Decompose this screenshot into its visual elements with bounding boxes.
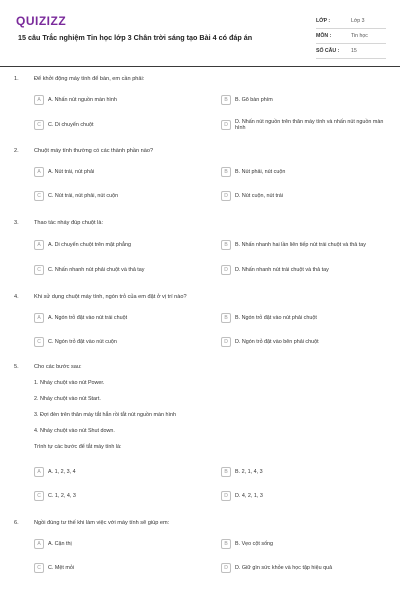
answer-options bbox=[34, 88, 386, 138]
question-number: 2. bbox=[14, 148, 19, 154]
option-b[interactable] bbox=[221, 532, 386, 556]
option-text: A. Di chuyển chuột trên mặt phẳng bbox=[48, 242, 132, 248]
step-prompt: Trình tự các bước để tắt máy tính là: bbox=[34, 444, 122, 450]
option-text: D. Nhấn nhanh nút trái chuột và thả tay bbox=[235, 267, 329, 273]
question-3 bbox=[14, 220, 386, 294]
option-letter-box: A bbox=[34, 313, 44, 323]
meta-value: 15 bbox=[351, 48, 357, 54]
option-letter-box: D bbox=[221, 191, 231, 201]
option-letter-box: D bbox=[221, 563, 231, 573]
option-b[interactable] bbox=[221, 460, 386, 484]
option-text: A. Ngón trỏ đặt vào nút trái chuột bbox=[48, 315, 128, 321]
option-text: C. Ngón trỏ đặt vào nút cuộn bbox=[48, 339, 117, 345]
quizizz-logo: QUIZIZZ bbox=[16, 14, 67, 28]
option-letter-box: B bbox=[221, 240, 231, 250]
question-number: 6. bbox=[14, 520, 19, 526]
option-b[interactable] bbox=[221, 232, 386, 258]
worksheet-title: 15 câu Trắc nghiệm Tin học lớp 3 Chân trời sáng tạo Bài 4 có đáp án bbox=[18, 33, 253, 42]
option-text: B. Nút phải, nút cuộn bbox=[235, 169, 286, 175]
question-text: Khi sử dụng chuột máy tính, ngón trỏ của em đặt ở vị trí nào? bbox=[34, 294, 187, 300]
option-letter-box: D bbox=[221, 491, 231, 501]
meta-row-class bbox=[316, 14, 386, 29]
question-header bbox=[14, 76, 386, 88]
step-text: 2. Nháy chuột vào nút Start. bbox=[34, 396, 101, 402]
option-a[interactable] bbox=[34, 460, 199, 484]
option-text: B. Nhấn nhanh hai lần liên tiếp nút trái chuột và thả tay bbox=[235, 242, 366, 248]
meta-key: LỚP : bbox=[316, 18, 331, 24]
option-letter-box: A bbox=[34, 167, 44, 177]
option-text: C. Mệt mỏi bbox=[48, 565, 75, 571]
option-text: B. Gõ bàn phím bbox=[235, 97, 273, 103]
question-header bbox=[14, 220, 386, 232]
option-d[interactable] bbox=[221, 330, 386, 354]
option-text: D. Giữ gìn sức khỏe và học tập hiệu quả bbox=[235, 565, 333, 571]
option-text: C. Nút trái, nút phải, nút cuộn bbox=[48, 193, 119, 199]
answer-options bbox=[34, 232, 386, 282]
option-d[interactable] bbox=[221, 112, 386, 138]
question-number: 5. bbox=[14, 364, 19, 370]
question-header bbox=[14, 520, 386, 532]
option-text: A. Nhấn nút nguồn màn hình bbox=[48, 97, 117, 103]
option-d[interactable] bbox=[221, 184, 386, 208]
option-letter-box: D bbox=[221, 120, 231, 130]
answer-options bbox=[34, 160, 386, 208]
meta-value: Lớp 3 bbox=[351, 18, 365, 24]
question-text: Cho các bước sau: bbox=[34, 364, 82, 370]
option-text: C. Nhấn nhanh nút phải chuột và thả tay bbox=[48, 267, 145, 273]
option-a[interactable] bbox=[34, 160, 199, 184]
answer-options bbox=[34, 532, 386, 580]
option-text: C. Di chuyển chuột bbox=[48, 122, 94, 128]
question-text: Chuột máy tính thường có các thành phần nào? bbox=[34, 148, 154, 154]
option-letter-box: D bbox=[221, 337, 231, 347]
option-letter-box: B bbox=[221, 539, 231, 549]
option-letter-box: A bbox=[34, 467, 44, 477]
option-text: B. Vẹo cột sống bbox=[235, 541, 274, 547]
worksheet-header bbox=[14, 12, 386, 62]
option-text: A. 1, 2, 3, 4 bbox=[48, 469, 76, 475]
option-a[interactable] bbox=[34, 532, 199, 556]
option-b[interactable] bbox=[221, 160, 386, 184]
option-text: D. 4, 2, 1, 3 bbox=[235, 493, 263, 499]
question-number: 3. bbox=[14, 220, 19, 226]
option-b[interactable] bbox=[221, 88, 386, 112]
question-list bbox=[14, 76, 386, 584]
question-text: Ngồi đúng tư thế khi làm việc với máy tính sẽ giúp em: bbox=[34, 520, 170, 526]
option-letter-box: A bbox=[34, 539, 44, 549]
option-a[interactable] bbox=[34, 88, 199, 112]
option-d[interactable] bbox=[221, 556, 386, 580]
meta-key: MÔN : bbox=[316, 33, 332, 39]
option-letter-box: D bbox=[221, 265, 231, 275]
question-number: 1. bbox=[14, 76, 19, 82]
header-divider bbox=[0, 66, 400, 67]
question-header bbox=[14, 148, 386, 160]
option-letter-box: C bbox=[34, 265, 44, 275]
option-letter-box: A bbox=[34, 240, 44, 250]
question-4 bbox=[14, 294, 386, 364]
question-2 bbox=[14, 148, 386, 220]
option-text: A. Cận thị bbox=[48, 541, 72, 547]
option-text: D. Ngón trỏ đặt vào bên phải chuột bbox=[235, 339, 319, 345]
question-5 bbox=[14, 364, 386, 520]
option-letter-box: A bbox=[34, 95, 44, 105]
option-text: B. 2, 1, 4, 3 bbox=[235, 469, 263, 475]
meta-value: Tin học bbox=[351, 33, 368, 39]
meta-row-subject bbox=[316, 29, 386, 44]
question-6 bbox=[14, 520, 386, 584]
question-header bbox=[14, 364, 386, 380]
meta-key: SỐ CÂU : bbox=[316, 48, 340, 54]
question-text: Để khởi động máy tính để bàn, em cần phải: bbox=[34, 76, 145, 82]
question-text: Thao tác nháy đúp chuột là: bbox=[34, 220, 104, 226]
option-c[interactable] bbox=[34, 330, 199, 354]
option-c[interactable] bbox=[34, 484, 199, 508]
meta-table bbox=[316, 14, 386, 59]
option-text: D. Nhấn nút nguồn trên thân máy tính và nhấn nút nguồn màn hình bbox=[235, 119, 384, 131]
option-letter-box: B bbox=[221, 167, 231, 177]
option-letter-box: B bbox=[221, 467, 231, 477]
option-letter-box: C bbox=[34, 191, 44, 201]
option-letter-box: C bbox=[34, 563, 44, 573]
meta-row-count bbox=[316, 44, 386, 59]
option-a[interactable] bbox=[34, 306, 199, 330]
option-b[interactable] bbox=[221, 306, 386, 330]
option-letter-box: B bbox=[221, 313, 231, 323]
option-letter-box: C bbox=[34, 337, 44, 347]
question-number: 4. bbox=[14, 294, 19, 300]
option-letter-box: C bbox=[34, 491, 44, 501]
option-text: B. Ngón trỏ đặt vào nút phải chuột bbox=[235, 315, 317, 321]
option-d[interactable] bbox=[221, 484, 386, 508]
option-d[interactable] bbox=[221, 258, 386, 282]
answer-options bbox=[34, 306, 386, 354]
question-steps bbox=[34, 380, 386, 460]
option-c[interactable] bbox=[34, 112, 199, 138]
option-letter-box: B bbox=[221, 95, 231, 105]
step-text: 3. Đợi đèn trên thân máy tắt hẳn rồi tắt nút nguồn màn hình bbox=[34, 412, 176, 418]
option-text: C. 1, 2, 4, 3 bbox=[48, 493, 76, 499]
option-c[interactable] bbox=[34, 556, 199, 580]
question-header bbox=[14, 294, 386, 306]
option-text: A. Nút trái, nút phải bbox=[48, 169, 95, 175]
option-text: D. Nút cuộn, nút trái bbox=[235, 193, 283, 199]
step-text: 4. Nháy chuột vào nút Shut down. bbox=[34, 428, 115, 434]
step-text: 1. Nháy chuột vào nút Power. bbox=[34, 380, 105, 386]
option-c[interactable] bbox=[34, 258, 199, 282]
question-1 bbox=[14, 76, 386, 148]
option-letter-box: C bbox=[34, 120, 44, 130]
option-a[interactable] bbox=[34, 232, 199, 258]
answer-options bbox=[34, 460, 386, 508]
option-c[interactable] bbox=[34, 184, 199, 208]
